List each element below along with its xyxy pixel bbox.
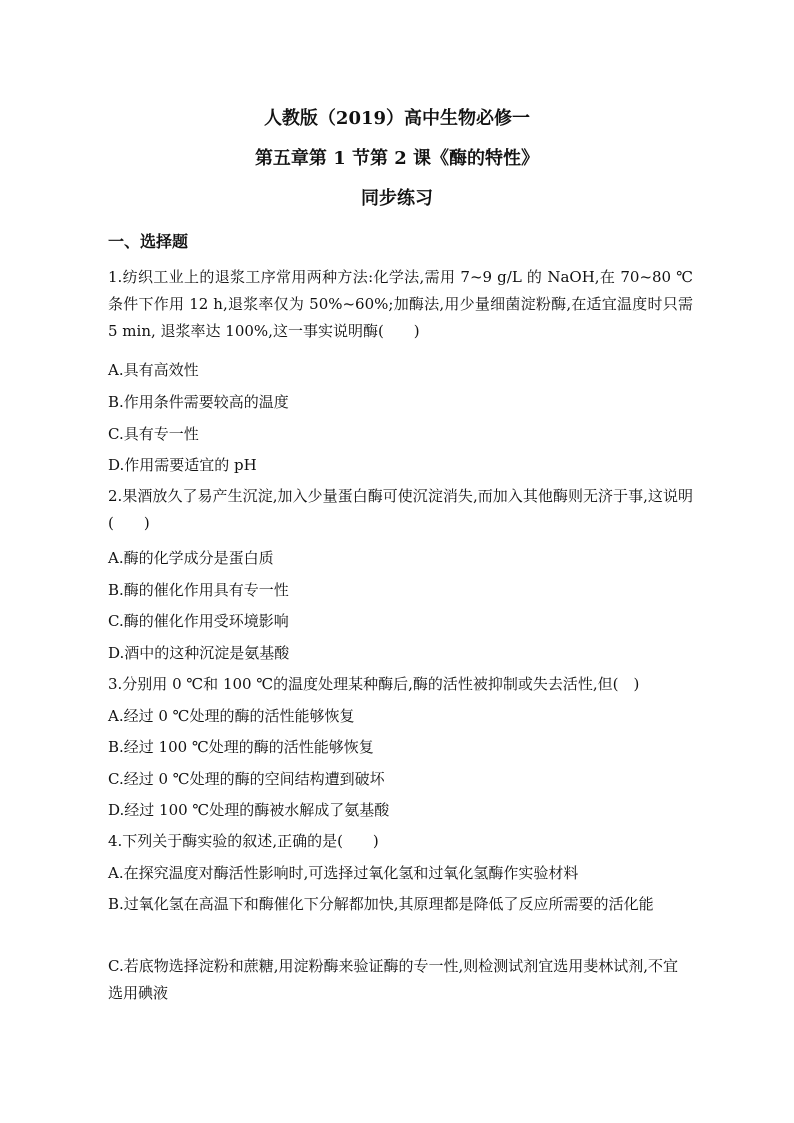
question-4-option-c: C.若底物选择淀粉和蔗糖,用淀粉酶来验证酶的专一性,则检测试剂宜选用斐林试剂,不宜选用碘液 bbox=[108, 957, 679, 1002]
question-1-option-d: D.作用需要适宜的 pH bbox=[108, 456, 257, 474]
exercise-title: 同步练习 bbox=[361, 188, 433, 209]
question-3-stem: 3.分别用 0 ℃和 100 ℃的温度处理某种酶后,酶的活性被抑制或失去活性,但( ) bbox=[108, 675, 640, 693]
question-4-option-a: A.在探究温度对酶活性影响时,可选择过氧化氢和过氧化氢酶作实验材料 bbox=[108, 864, 579, 882]
question-3-option-d: D.经过 100 ℃处理的酶被水解成了氨基酸 bbox=[108, 801, 390, 819]
question-1-option-b: B.作用条件需要较高的温度 bbox=[108, 393, 289, 411]
lesson-title: 第五章第 1 节第 2 课《酶的特性》 bbox=[254, 148, 540, 169]
question-1-option-a: A.具有高效性 bbox=[108, 361, 199, 379]
question-4-option-b: B.过氧化氢在高温下和酶催化下分解都加快,其原理都是降低了反应所需要的活化能 bbox=[108, 895, 654, 913]
question-2-option-d: D.酒中的这种沉淀是氨基酸 bbox=[108, 644, 290, 662]
question-2-option-b: B.酶的催化作用具有专一性 bbox=[108, 581, 289, 599]
question-2-option-a: A.酶的化学成分是蛋白质 bbox=[108, 549, 274, 567]
question-3-option-b: B.经过 100 ℃处理的酶的活性能够恢复 bbox=[108, 738, 374, 756]
section-heading: 一、选择题 bbox=[108, 232, 189, 251]
question-3-option-c: C.经过 0 ℃处理的酶的空间结构遭到破坏 bbox=[108, 770, 385, 788]
question-4-stem: 4.下列关于酶实验的叙述,正确的是( ) bbox=[108, 832, 379, 850]
question-1-option-c: C.具有专一性 bbox=[108, 425, 199, 443]
question-2-option-c: C.酶的催化作用受环境影响 bbox=[108, 612, 289, 630]
question-2-stem: 2.果酒放久了易产生沉淀,加入少量蛋白酶可使沉淀消失,而加入其他酶则无济于事,这说明( ) bbox=[108, 487, 693, 532]
document-title: 人教版（2019）高中生物必修一 bbox=[263, 108, 531, 129]
question-3-option-a: A.经过 0 ℃处理的酶的活性能够恢复 bbox=[108, 707, 355, 725]
question-1-stem: 1.纺织工业上的退浆工序常用两种方法:化学法,需用 7~9 g/L 的 NaOH,在 70~80 ℃条件下作用 12 h,退浆率仅为 50%~60%;加酶法,用少量细菌淀粉酶,在适宜温度时只需 5 min, 退浆率达 100%,这一事实说明酶( ) bbox=[108, 268, 693, 340]
